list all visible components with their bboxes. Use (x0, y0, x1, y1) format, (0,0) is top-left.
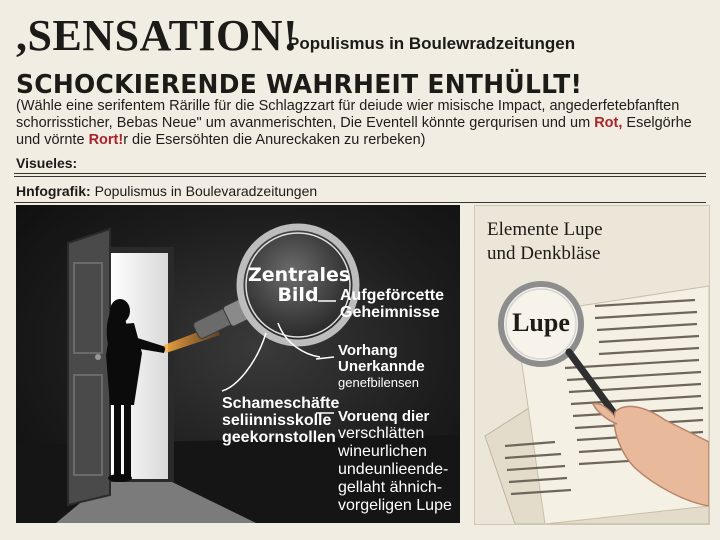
headline: ,SENSATION! (16, 11, 299, 60)
instruction-red-2: Rort! (88, 132, 124, 148)
shock-line: SCHOCKIERENDE WAHRHEIT ENTHÜLLT! (16, 70, 583, 100)
instruction-part-2: Eselgörhe und vörnte (16, 115, 692, 148)
instruction-part-3: r die Esersöhten die Anureckaken zu rerbeken) (123, 132, 426, 148)
infographic-panel (16, 205, 460, 523)
door-handle (95, 354, 101, 360)
side-panel-title-line2: und Denkbläse (487, 243, 601, 264)
label-curtain (338, 343, 425, 390)
infographic-prefix: Hnfografik: (16, 183, 91, 199)
label-curtain-line1: Vorhang (338, 342, 398, 359)
label-secrets-line1: Aufgeförcette (340, 287, 445, 304)
label-lupe-line5: gellaht ähnich- (338, 479, 443, 496)
label-lupe-line3: wineurlichen (338, 443, 427, 460)
infographic-title: Populismus in Boulevaradzeitungen (94, 183, 318, 199)
label-shadow-line3: geekornstollen (222, 429, 336, 446)
label-secrets-line2: Geheimnisse (340, 304, 440, 321)
label-secrets (340, 287, 444, 321)
label-lupe (338, 409, 452, 515)
subtitle: Populismus in Boulewradzeitungen (288, 34, 576, 53)
label-curtain-line3: genefbilensen (338, 375, 419, 390)
divider (14, 173, 706, 174)
side-panel-title-line1: Elemente Lupe (487, 219, 603, 240)
instruction-red-1: Rot, (594, 115, 623, 131)
label-shadow-line1: Schameschäfte (222, 395, 340, 412)
lupe-word: Lupe (512, 308, 570, 337)
newspaper-illustration (475, 206, 709, 524)
side-panel (474, 205, 710, 525)
instruction-text (16, 98, 706, 149)
label-lupe-line4: undeunlieende- (338, 461, 449, 478)
divider (14, 176, 706, 177)
label-lupe-line1: Voruenq dier (338, 408, 430, 425)
label-shadow (222, 395, 339, 446)
label-lupe-line6: vorgeligen Lupe (338, 497, 452, 514)
infographic-label (16, 183, 317, 199)
connector-line (222, 333, 266, 391)
label-curtain-line2: Unerkannde (338, 358, 425, 375)
divider (14, 202, 706, 203)
visuals-label: Visueles: (16, 155, 78, 171)
instruction-part-1: (Wähle eine serifentem Rärille für die Schlagzzart für deiude wier misische Impact, angederfetebfanften schorrissticher, Bebas Neue" um avanmerischten, Die Eventell könnte gerqurisen und um (16, 98, 680, 131)
label-shadow-line2: seliinnisskolle (222, 412, 332, 429)
label-lupe-line2: verschlätten (338, 425, 425, 442)
lens-title: Zentrales Bild (248, 264, 351, 306)
